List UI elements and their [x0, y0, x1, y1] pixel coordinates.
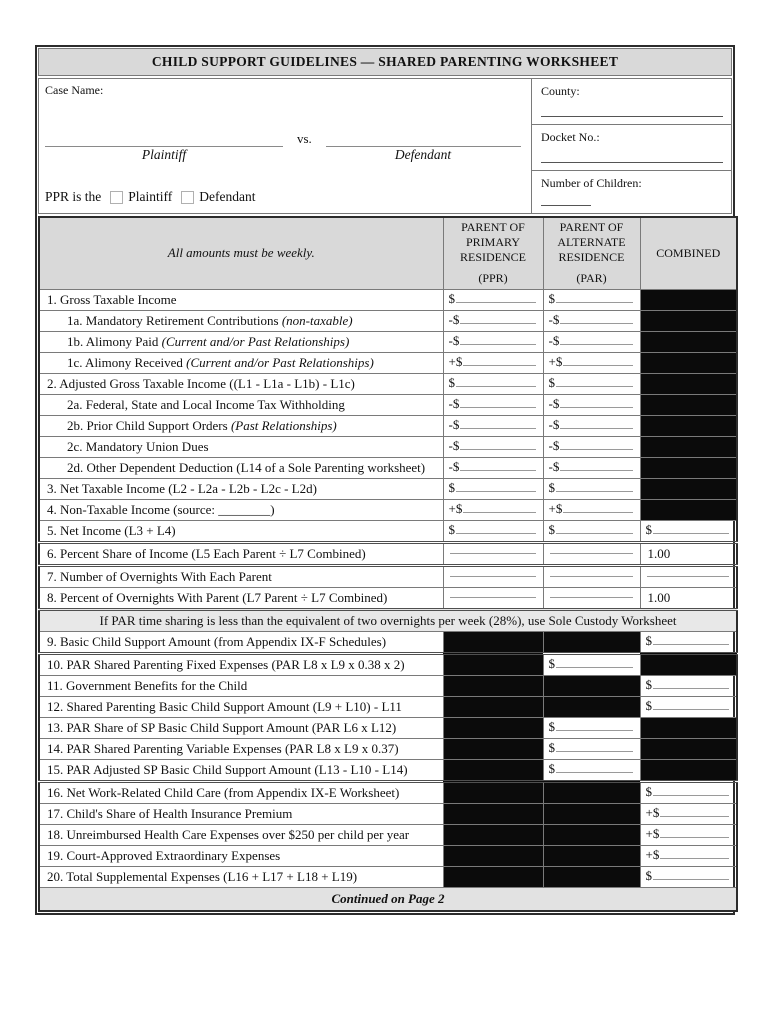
value-line[interactable]	[456, 383, 536, 387]
value-line[interactable]	[653, 876, 729, 880]
defendant-label: Defendant	[394, 147, 452, 162]
row-label: 13. PAR Share of SP Basic Child Support Amount (PAR L6 x L12)	[39, 717, 443, 738]
value-line[interactable]	[460, 425, 535, 429]
table-row	[39, 310, 737, 331]
ppr-cell	[443, 457, 543, 478]
combined-cell	[640, 436, 737, 457]
par-cell	[543, 331, 640, 352]
docket-line[interactable]	[541, 162, 723, 163]
ppr-column-name: PARENT OF PRIMARY RESIDENCE	[460, 220, 526, 265]
table-row	[39, 759, 737, 781]
ppr-plaintiff-checkbox[interactable]	[110, 191, 123, 204]
par-cell	[543, 542, 640, 565]
sole-custody-note-row	[39, 609, 737, 631]
ppr-column-abbr: (PPR)	[478, 271, 508, 286]
value-line[interactable]	[556, 530, 633, 534]
par-cell	[543, 675, 640, 696]
worksheet-body	[39, 289, 737, 911]
combined-cell-value: 1.00	[640, 587, 737, 609]
currency-prefix: $	[548, 375, 555, 390]
combined-cell	[640, 373, 737, 394]
currency-prefix: +$	[548, 354, 563, 369]
children-label: Number of Children:	[541, 176, 642, 190]
combined-cell	[640, 478, 737, 499]
row-label: 4. Non-Taxable Income (source: ________)	[39, 499, 443, 520]
row-label-italic: (Past Relationships)	[230, 417, 337, 433]
row-label: 10. PAR Shared Parenting Fixed Expenses (PAR L8 x L9 x 0.38 x 2)	[39, 653, 443, 675]
value-line[interactable]	[550, 594, 633, 598]
currency-prefix: +$	[448, 501, 463, 516]
value-line[interactable]	[450, 573, 536, 577]
parties-line-row	[45, 131, 521, 147]
currency-prefix: $	[548, 656, 555, 671]
ppr-cell	[443, 675, 543, 696]
table-row	[39, 499, 737, 520]
table-row	[39, 352, 737, 373]
table-row	[39, 331, 737, 352]
value-line[interactable]	[653, 530, 729, 534]
table-row	[39, 520, 737, 542]
ppr-cell	[443, 717, 543, 738]
value-line[interactable]	[556, 488, 633, 492]
ppr-cell	[443, 394, 543, 415]
table-row	[39, 478, 737, 499]
row-label: 16. Net Work-Related Child Care (from Appendix IX-E Worksheet)	[39, 781, 443, 803]
row-label: 15. PAR Adjusted SP Basic Child Support Amount (L13 - L10 - L14)	[39, 759, 443, 781]
row-label: 14. PAR Shared Parenting Variable Expenses (PAR L8 x L9 x 0.37)	[39, 738, 443, 759]
table-row	[39, 394, 737, 415]
vs-label: vs.	[297, 131, 312, 146]
combined-cell	[640, 803, 737, 824]
combined-cell	[640, 565, 737, 587]
table-row	[39, 631, 737, 653]
children-line[interactable]	[541, 205, 591, 206]
currency-prefix: $	[448, 480, 455, 495]
county-field	[532, 79, 731, 124]
combined-cell	[640, 653, 737, 675]
table-row	[39, 565, 737, 587]
row-label: 11. Government Benefits for the Child	[39, 675, 443, 696]
party-labels-row	[45, 147, 521, 163]
currency-prefix: -$	[548, 459, 560, 474]
column-header-ppr	[443, 217, 543, 289]
table-row	[39, 824, 737, 845]
column-header-par	[543, 217, 640, 289]
ppr-prefix-label: PPR is the	[45, 189, 102, 204]
plaintiff-label: Plaintiff	[141, 147, 187, 162]
court-info-column	[531, 79, 731, 213]
row-label: 19. Court-Approved Extraordinary Expenses	[39, 845, 443, 866]
currency-prefix: -$	[548, 417, 560, 432]
value-line[interactable]	[560, 425, 632, 429]
value-line[interactable]	[456, 488, 536, 492]
table-row	[39, 436, 737, 457]
par-cell	[543, 653, 640, 675]
currency-prefix: $	[448, 375, 455, 390]
ppr-cell	[443, 631, 543, 653]
value-line[interactable]	[556, 727, 633, 731]
currency-prefix: +$	[548, 501, 563, 516]
par-cell	[543, 289, 640, 310]
currency-prefix: -$	[448, 417, 460, 432]
case-name-block	[39, 79, 531, 213]
row-label: 2b. Prior Child Support Orders (Past Relationships)	[39, 415, 443, 436]
ppr-cell	[443, 866, 543, 887]
ppr-selector	[45, 189, 256, 205]
currency-prefix: -$	[548, 312, 560, 327]
table-row	[39, 717, 737, 738]
table-row	[39, 542, 737, 565]
table-row	[39, 289, 737, 310]
table-row	[39, 415, 737, 436]
row-label: 7. Number of Overnights With Each Parent	[39, 565, 443, 587]
value-line[interactable]	[560, 446, 632, 450]
par-cell	[543, 310, 640, 331]
currency-prefix: -$	[448, 396, 460, 411]
currency-prefix: -$	[448, 438, 460, 453]
combined-cell	[640, 631, 737, 653]
table-row	[39, 803, 737, 824]
ppr-cell	[443, 478, 543, 499]
row-label: 12. Shared Parenting Basic Child Support Amount (L9 + L10) - L11	[39, 696, 443, 717]
par-column-name: PARENT OF ALTERNATE RESIDENCE	[557, 220, 626, 265]
currency-prefix: +$	[645, 826, 660, 841]
value-line[interactable]	[456, 299, 536, 303]
value-line[interactable]	[550, 573, 633, 577]
value-line[interactable]	[653, 641, 729, 645]
value-line[interactable]	[560, 467, 632, 471]
worksheet-form	[35, 45, 735, 915]
county-label: County:	[541, 84, 580, 98]
currency-prefix: $	[645, 784, 652, 799]
currency-prefix: $	[548, 291, 555, 306]
table-row	[39, 696, 737, 717]
currency-prefix: $	[548, 740, 555, 755]
ppr-cell	[443, 289, 543, 310]
combined-cell	[640, 499, 737, 520]
worksheet-table	[38, 216, 738, 912]
continued-footer-row	[39, 887, 737, 911]
row-label-italic: (Current and/or Past Relationships)	[186, 354, 374, 370]
combined-cell	[640, 331, 737, 352]
table-row	[39, 866, 737, 887]
par-cell	[543, 803, 640, 824]
par-cell	[543, 352, 640, 373]
ppr-cell	[443, 520, 543, 542]
ppr-cell	[443, 803, 543, 824]
value-line[interactable]	[560, 404, 632, 408]
combined-cell	[640, 866, 737, 887]
value-line[interactable]	[556, 299, 633, 303]
row-label: 17. Child's Share of Health Insurance Premium	[39, 803, 443, 824]
par-column-abbr: (PAR)	[576, 271, 607, 286]
combined-cell	[640, 781, 737, 803]
row-label: 3. Net Taxable Income (L2 - L2a - L2b - L2c - L2d)	[39, 478, 443, 499]
value-line[interactable]	[653, 685, 729, 689]
combined-cell	[640, 759, 737, 781]
value-line[interactable]	[450, 550, 536, 554]
row-label: 2. Adjusted Gross Taxable Income ((L1 - L1a - L1b) - L1c)	[39, 373, 443, 394]
ppr-cell	[443, 759, 543, 781]
table-row	[39, 587, 737, 609]
value-line[interactable]	[556, 769, 633, 773]
currency-prefix: $	[448, 291, 455, 306]
value-line[interactable]	[460, 320, 535, 324]
table-row	[39, 738, 737, 759]
table-header-row	[39, 217, 737, 289]
ppr-cell	[443, 696, 543, 717]
row-label: 1c. Alimony Received (Current and/or Past Relationships)	[39, 352, 443, 373]
table-row	[39, 675, 737, 696]
row-label: 8. Percent of Overnights With Parent (L7 Parent ÷ L7 Combined)	[39, 587, 443, 609]
value-line[interactable]	[556, 748, 633, 752]
currency-prefix: $	[548, 522, 555, 537]
value-line[interactable]	[660, 834, 729, 838]
par-cell	[543, 781, 640, 803]
row-label: 1. Gross Taxable Income	[39, 289, 443, 310]
par-cell	[543, 436, 640, 457]
par-cell	[543, 845, 640, 866]
row-label: 1b. Alimony Paid (Current and/or Past Relationships)	[39, 331, 443, 352]
value-line[interactable]	[463, 362, 535, 366]
children-field	[532, 170, 731, 213]
value-line[interactable]	[560, 320, 632, 324]
ppr-plaintiff-label: Plaintiff	[128, 189, 173, 204]
value-line[interactable]	[556, 664, 633, 668]
currency-prefix: -$	[448, 459, 460, 474]
continued-footer: Continued on Page 2	[39, 887, 737, 911]
docket-field	[532, 124, 731, 170]
value-line[interactable]	[560, 341, 632, 345]
combined-cell	[640, 394, 737, 415]
combined-cell-value: 1.00	[640, 542, 737, 565]
ppr-cell	[443, 415, 543, 436]
table-row	[39, 457, 737, 478]
par-cell	[543, 499, 640, 520]
currency-prefix: $	[548, 480, 555, 495]
par-cell	[543, 759, 640, 781]
ppr-cell	[443, 781, 543, 803]
value-line[interactable]	[550, 550, 633, 554]
value-line[interactable]	[460, 467, 535, 471]
currency-prefix: +$	[645, 847, 660, 862]
par-cell	[543, 415, 640, 436]
currency-prefix: -$	[448, 333, 460, 348]
currency-prefix: $	[645, 698, 652, 713]
combined-cell	[640, 675, 737, 696]
row-label: 2d. Other Dependent Deduction (L14 of a Sole Parenting worksheet)	[39, 457, 443, 478]
currency-prefix: -$	[548, 438, 560, 453]
row-label: 1a. Mandatory Retirement Contributions (non-taxable)	[39, 310, 443, 331]
combined-cell	[640, 717, 737, 738]
value-line[interactable]	[460, 404, 535, 408]
currency-prefix: $	[548, 761, 555, 776]
combined-cell	[640, 457, 737, 478]
combined-cell	[640, 289, 737, 310]
par-cell	[543, 631, 640, 653]
ppr-cell	[443, 331, 543, 352]
row-label: 20. Total Supplemental Expenses (L16 + L17 + L18 + L19)	[39, 866, 443, 887]
ppr-cell	[443, 565, 543, 587]
value-line[interactable]	[556, 383, 633, 387]
par-cell	[543, 717, 640, 738]
currency-prefix: $	[645, 633, 652, 648]
combined-cell	[640, 824, 737, 845]
currency-prefix: -$	[448, 312, 460, 327]
currency-prefix: $	[548, 719, 555, 734]
ppr-cell	[443, 738, 543, 759]
form-title: CHILD SUPPORT GUIDELINES — SHARED PARENTING WORKSHEET	[38, 48, 732, 76]
ppr-cell	[443, 373, 543, 394]
value-line[interactable]	[653, 706, 729, 710]
ppr-cell	[443, 310, 543, 331]
currency-prefix: +$	[645, 805, 660, 820]
table-row	[39, 781, 737, 803]
currency-prefix: +$	[448, 354, 463, 369]
value-line[interactable]	[660, 813, 729, 817]
value-line[interactable]	[450, 594, 536, 598]
currency-prefix: $	[645, 868, 652, 883]
value-line[interactable]	[463, 509, 535, 513]
ppr-cell	[443, 436, 543, 457]
table-row	[39, 373, 737, 394]
row-label-italic: (Current and/or Past Relationships)	[161, 333, 350, 349]
docket-label: Docket No.:	[541, 130, 600, 144]
combined-cell	[640, 352, 737, 373]
ppr-cell	[443, 845, 543, 866]
table-row	[39, 653, 737, 675]
par-cell	[543, 457, 640, 478]
ppr-cell	[443, 542, 543, 565]
ppr-cell	[443, 499, 543, 520]
value-line[interactable]	[563, 509, 632, 513]
plaintiff-name-line[interactable]	[45, 134, 283, 147]
value-line[interactable]	[653, 792, 729, 796]
par-cell	[543, 587, 640, 609]
par-cell	[543, 394, 640, 415]
table-row	[39, 845, 737, 866]
defendant-name-line[interactable]	[326, 134, 521, 147]
case-name-label: Case Name:	[45, 83, 104, 97]
par-cell	[543, 866, 640, 887]
ppr-cell	[443, 587, 543, 609]
row-label: 2c. Mandatory Union Dues	[39, 436, 443, 457]
ppr-cell	[443, 653, 543, 675]
currency-prefix: $	[448, 522, 455, 537]
par-cell	[543, 565, 640, 587]
row-label: 5. Net Income (L3 + L4)	[39, 520, 443, 542]
currency-prefix: -$	[548, 333, 560, 348]
combined-cell	[640, 310, 737, 331]
par-cell	[543, 824, 640, 845]
ppr-cell	[443, 824, 543, 845]
row-label: 2a. Federal, State and Local Income Tax Withholding	[39, 394, 443, 415]
par-cell	[543, 520, 640, 542]
value-line[interactable]	[460, 446, 535, 450]
value-line[interactable]	[647, 573, 730, 577]
value-line[interactable]	[456, 530, 536, 534]
currency-prefix: $	[645, 677, 652, 692]
par-cell	[543, 478, 640, 499]
combined-cell	[640, 415, 737, 436]
row-label-italic: (non-taxable)	[281, 312, 353, 328]
par-cell	[543, 373, 640, 394]
combined-cell	[640, 738, 737, 759]
row-label: 6. Percent Share of Income (L5 Each Parent ÷ L7 Combined)	[39, 542, 443, 565]
value-line[interactable]	[563, 362, 632, 366]
ppr-defendant-checkbox[interactable]	[181, 191, 194, 204]
row-label: 9. Basic Child Support Amount (from Appendix IX-F Schedules)	[39, 631, 443, 653]
ppr-cell	[443, 352, 543, 373]
currency-prefix: $	[645, 522, 652, 537]
combined-cell	[640, 845, 737, 866]
combined-cell	[640, 696, 737, 717]
ppr-defendant-label: Defendant	[199, 189, 256, 204]
amounts-note: All amounts must be weekly.	[39, 217, 443, 289]
combined-cell	[640, 520, 737, 542]
case-info-section	[38, 78, 732, 214]
value-line[interactable]	[660, 855, 729, 859]
par-cell	[543, 696, 640, 717]
row-label: 18. Unreimbursed Health Care Expenses over $250 per child per year	[39, 824, 443, 845]
column-header-combined: COMBINED	[640, 217, 737, 289]
currency-prefix: -$	[548, 396, 560, 411]
value-line[interactable]	[460, 341, 535, 345]
county-line[interactable]	[541, 116, 723, 117]
par-cell	[543, 738, 640, 759]
sole-custody-note: If PAR time sharing is less than the equivalent of two overnights per week (28%), use Sole Custody Worksheet	[39, 609, 737, 631]
